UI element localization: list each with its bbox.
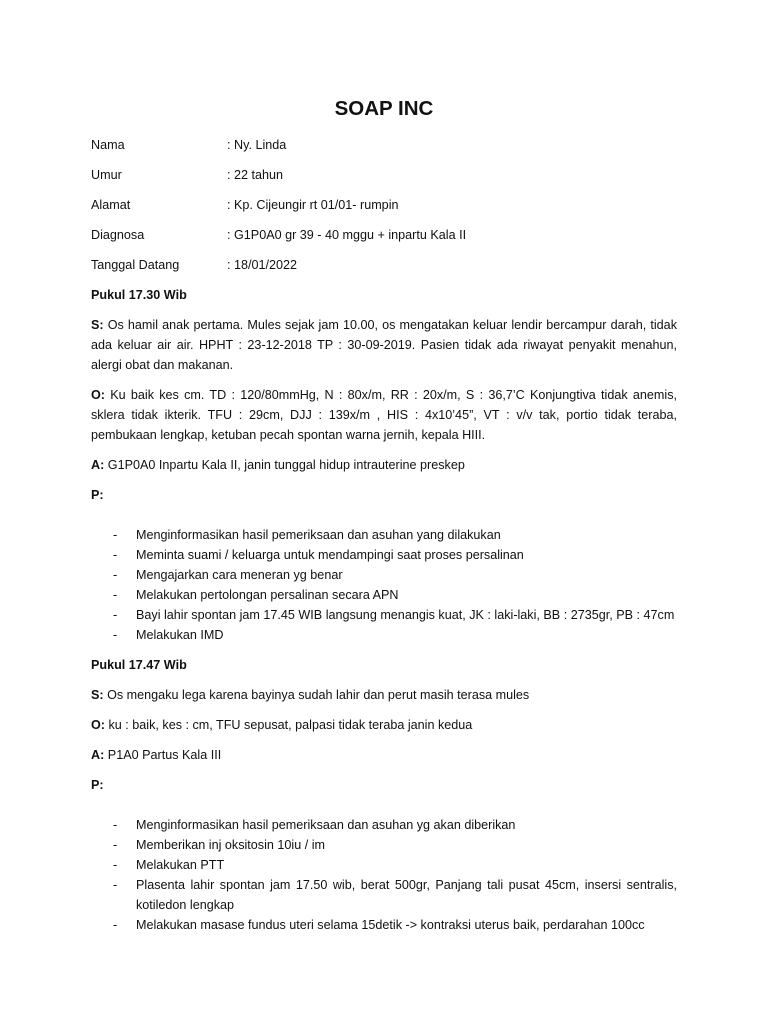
patient-info-row bbox=[91, 255, 677, 285]
plan-paragraph bbox=[91, 485, 677, 505]
bullet-dash: - bbox=[113, 628, 118, 642]
bullet-dash: - bbox=[113, 858, 118, 872]
soap-section-1 bbox=[91, 285, 677, 645]
bullet-dash: - bbox=[113, 838, 118, 852]
info-value-nama: : Ny. Linda bbox=[227, 138, 287, 152]
assessment-label: A: bbox=[91, 748, 105, 762]
list-item bbox=[91, 625, 677, 645]
assessment-label: A: bbox=[91, 458, 105, 472]
list-item-text: Melakukan masase fundus uteri selama 15detik -> kontraksi uterus baik, perdarahan 100cc bbox=[136, 918, 645, 932]
info-label-umur: Umur bbox=[91, 168, 122, 182]
objective-paragraph bbox=[91, 715, 677, 735]
patient-info-row bbox=[91, 225, 677, 255]
list-item-text: Melakukan IMD bbox=[136, 628, 224, 642]
bullet-dash: - bbox=[113, 548, 118, 562]
objective-label: O: bbox=[91, 388, 105, 402]
plan-list bbox=[91, 525, 677, 645]
bullet-dash: - bbox=[113, 878, 118, 892]
info-value-alamat: : Kp. Cijeungir rt 01/01- rumpin bbox=[227, 198, 399, 212]
list-item-text: Memberikan inj oksitosin 10iu / im bbox=[136, 838, 325, 852]
bullet-dash: - bbox=[113, 818, 118, 832]
subjective-paragraph bbox=[91, 685, 677, 705]
objective-paragraph bbox=[91, 385, 677, 445]
assessment-paragraph bbox=[91, 745, 677, 765]
info-value-tanggal-datang: : 18/01/2022 bbox=[227, 258, 298, 272]
patient-info-row bbox=[91, 165, 677, 195]
assessment-paragraph bbox=[91, 455, 677, 475]
soap-section-2 bbox=[91, 655, 677, 935]
list-item bbox=[91, 525, 677, 545]
info-value-diagnosa: : G1P0A0 gr 39 - 40 mggu + inpartu Kala II bbox=[227, 228, 467, 242]
objective-text: ku : baik, kes : cm, TFU sepusat, palpasi tidak teraba janin kedua bbox=[105, 718, 473, 732]
list-item bbox=[91, 815, 677, 835]
list-item bbox=[91, 835, 677, 855]
list-item-text: Melakukan pertolongan persalinan secara APN bbox=[136, 588, 399, 602]
objective-label: O: bbox=[91, 718, 105, 732]
bullet-dash: - bbox=[113, 568, 118, 582]
assessment-text: P1A0 Partus Kala III bbox=[104, 748, 222, 762]
info-label-tanggal-datang: Tanggal Datang bbox=[91, 258, 180, 272]
list-item bbox=[91, 855, 677, 875]
list-item-text: Bayi lahir spontan jam 17.45 WIB langsung menangis kuat, JK : laki-laki, BB : 2735gr, PB : 47cm bbox=[136, 608, 675, 622]
list-item-text: Meminta suami / keluarga untuk mendampingi saat proses persalinan bbox=[136, 548, 524, 562]
patient-info-row bbox=[91, 195, 677, 225]
plan-label: P: bbox=[91, 778, 104, 792]
list-item bbox=[91, 915, 677, 935]
section-time: Pukul 17.47 Wib bbox=[91, 658, 187, 672]
list-item bbox=[91, 605, 677, 625]
subjective-text: Os mengaku lega karena bayinya sudah lahir dan perut masih terasa mules bbox=[103, 688, 530, 702]
assessment-text: G1P0A0 Inpartu Kala II, janin tunggal hidup intrauterine preskep bbox=[104, 458, 465, 472]
plan-label: P: bbox=[91, 488, 104, 502]
list-item bbox=[91, 585, 677, 605]
bullet-dash: - bbox=[113, 588, 118, 602]
subjective-paragraph bbox=[91, 315, 677, 375]
patient-info-row bbox=[91, 135, 677, 165]
list-item-text: Mengajarkan cara meneran yg benar bbox=[136, 568, 343, 582]
info-label-alamat: Alamat bbox=[91, 198, 131, 212]
list-item bbox=[91, 875, 677, 915]
list-item-text: Menginformasikan hasil pemeriksaan dan asuhan yg akan diberikan bbox=[136, 818, 516, 832]
plan-paragraph bbox=[91, 775, 677, 795]
info-value-umur: : 22 tahun bbox=[227, 168, 284, 182]
info-label-nama: Nama bbox=[91, 138, 125, 152]
list-item-text: Melakukan PTT bbox=[136, 858, 225, 872]
subjective-label: S: bbox=[91, 688, 104, 702]
info-label-diagnosa: Diagnosa bbox=[91, 228, 145, 242]
list-item-text: Menginformasikan hasil pemeriksaan dan asuhan yang dilakukan bbox=[136, 528, 501, 542]
objective-text: Ku baik kes cm. TD : 120/80mmHg, N : 80x/m, RR : 20x/m, S : 36,7’C Konjungtiva tidak anemis, sklera tidak ikterik. TFU : 29cm, DJJ : 139x/m , HIS : 4x10’45”, VT : v/v tak, portio tidak teraba, pembukaan lengkap, ketuban pecah spontan warna jernih, kepala HIII. bbox=[91, 388, 677, 442]
patient-info bbox=[91, 135, 677, 285]
bullet-dash: - bbox=[113, 918, 118, 932]
list-item bbox=[91, 565, 677, 585]
list-item bbox=[91, 545, 677, 565]
subjective-text: Os hamil anak pertama. Mules sejak jam 10.00, os mengatakan keluar lendir bercampur darah, tidak ada keluar air air. HPHT : 23-12-2018 TP : 30-09-2019. Pasien tidak ada riwayat penyakit menahun, alergi obat dan makanan. bbox=[91, 318, 677, 372]
list-item-text: Plasenta lahir spontan jam 17.50 wib, berat 500gr, Panjang tali pusat 45cm, insersi sentralis, kotiledon lengkap bbox=[136, 878, 677, 912]
document-title: SOAP INC bbox=[334, 97, 434, 120]
plan-list bbox=[91, 815, 677, 935]
section-time: Pukul 17.30 Wib bbox=[91, 288, 187, 302]
bullet-dash: - bbox=[113, 608, 118, 622]
bullet-dash: - bbox=[113, 528, 118, 542]
subjective-label: S: bbox=[91, 318, 104, 332]
